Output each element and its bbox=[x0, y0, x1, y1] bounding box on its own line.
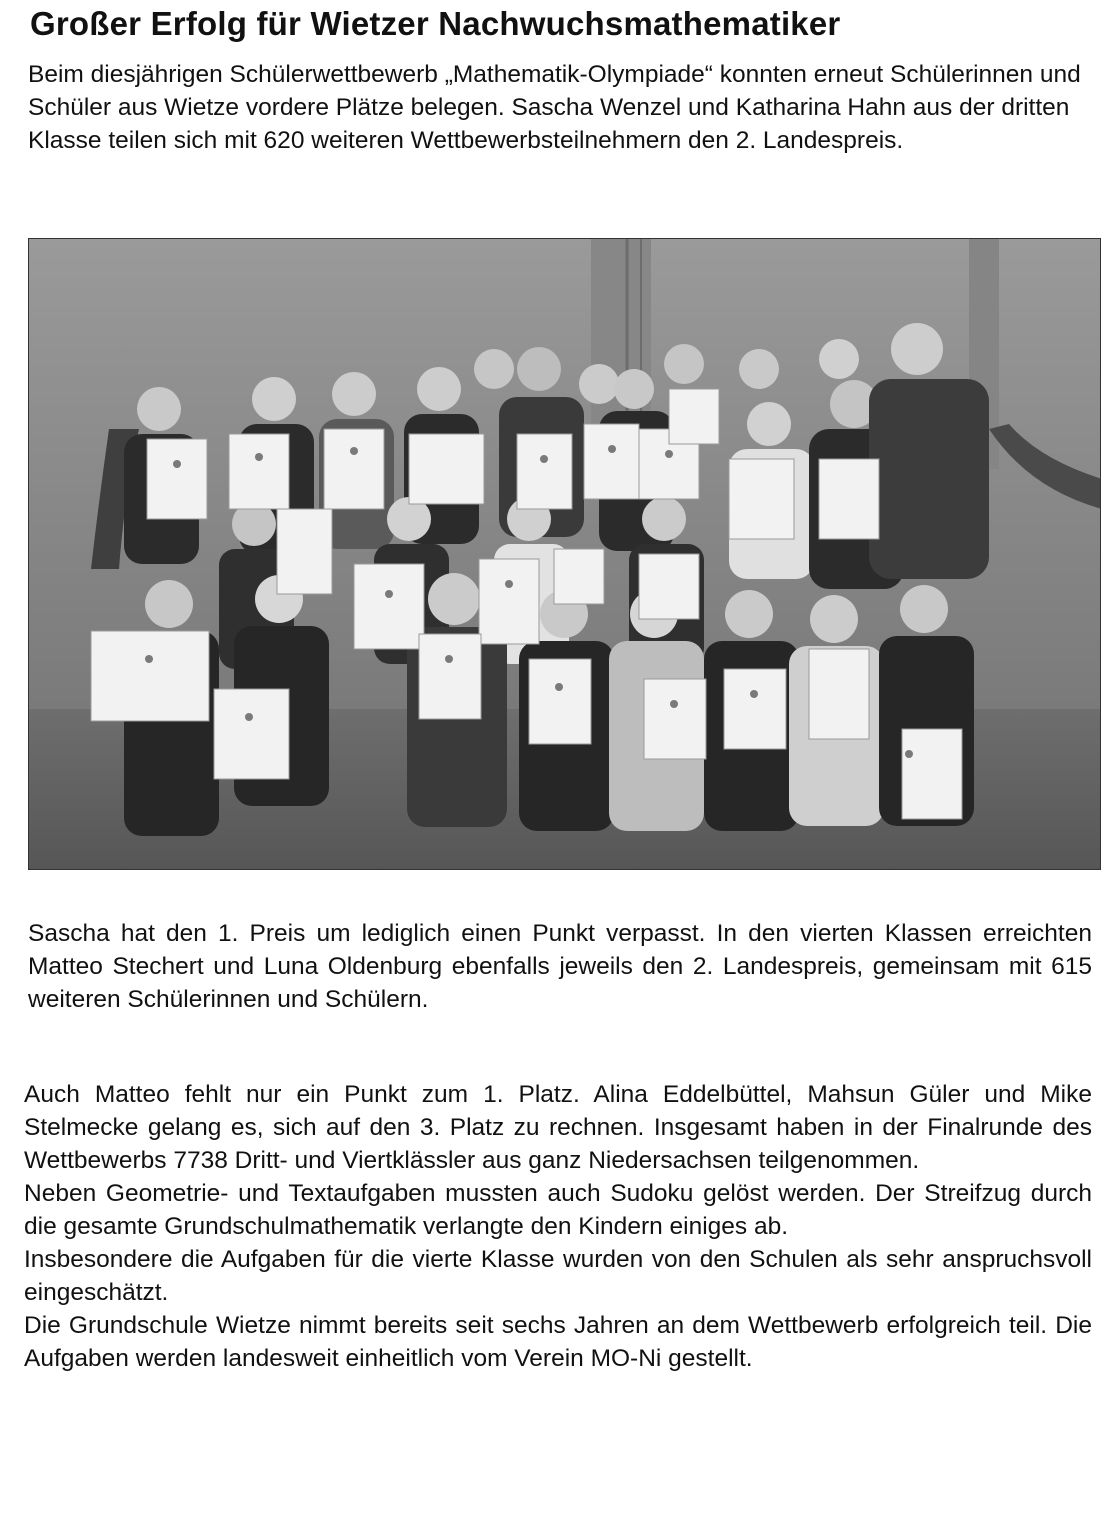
body-paragraph-2: Sascha hat den 1. Preis um lediglich einen Punkt verpasst. In den vierten Klassen erreichten Matteo Stechert und Luna Oldenburg ebenfalls jeweils den 2. Landespreis, gemeinsam mit 615 weiteren Schülerinnen und Schülern. bbox=[28, 920, 1092, 1013]
body-line-2: Neben Geometrie- und Textaufgaben mussten auch Sudoku gelöst werden. Der Streifzug durch die gesamte Grundschulmathematik verlangte den Kindern einiges ab. bbox=[24, 1180, 1092, 1240]
body-line-1: Auch Matteo fehlt nur ein Punkt zum 1. Platz. Alina Eddelbüttel, Mahsun Güler und Mike Stelmecke gelang es, sich auf den 3. Platz zu rechnen. Insgesamt haben in der Finalrunde des Wettbewerbs 7738 Dritt- und Viertklässler aus ganz Niedersachsen teilgenommen. bbox=[24, 1081, 1092, 1174]
body-paragraph-3 bbox=[24, 1078, 1092, 1375]
group-photo-illustration bbox=[29, 239, 1101, 870]
headline: Großer Erfolg für Wietzer Nachwuchsmathematiker bbox=[30, 5, 841, 42]
body-line-4: Die Grundschule Wietze nimmt bereits seit sechs Jahren an dem Wettbewerb erfolgreich teil. Die Aufgaben werden landesweit einheitlich vom Verein MO-Ni gestellt. bbox=[24, 1312, 1092, 1372]
intro-paragraph: Beim diesjährigen Schülerwettbewerb „Mathematik-Olympiade“ konnten erneut Schülerinnen und Schüler aus Wietze vordere Plätze belegen. Sascha Wenzel und Katharina Hahn aus der dritten Klasse teilen sich mit 620 weiteren Wettbewerbsteilnehmern den 2. Landespreis. bbox=[28, 61, 1081, 154]
body-line-3: Insbesondere die Aufgaben für die vierte Klasse wurden von den Schulen als sehr anspruchsvoll eingeschätzt. bbox=[24, 1246, 1092, 1306]
group-photo bbox=[28, 238, 1101, 870]
